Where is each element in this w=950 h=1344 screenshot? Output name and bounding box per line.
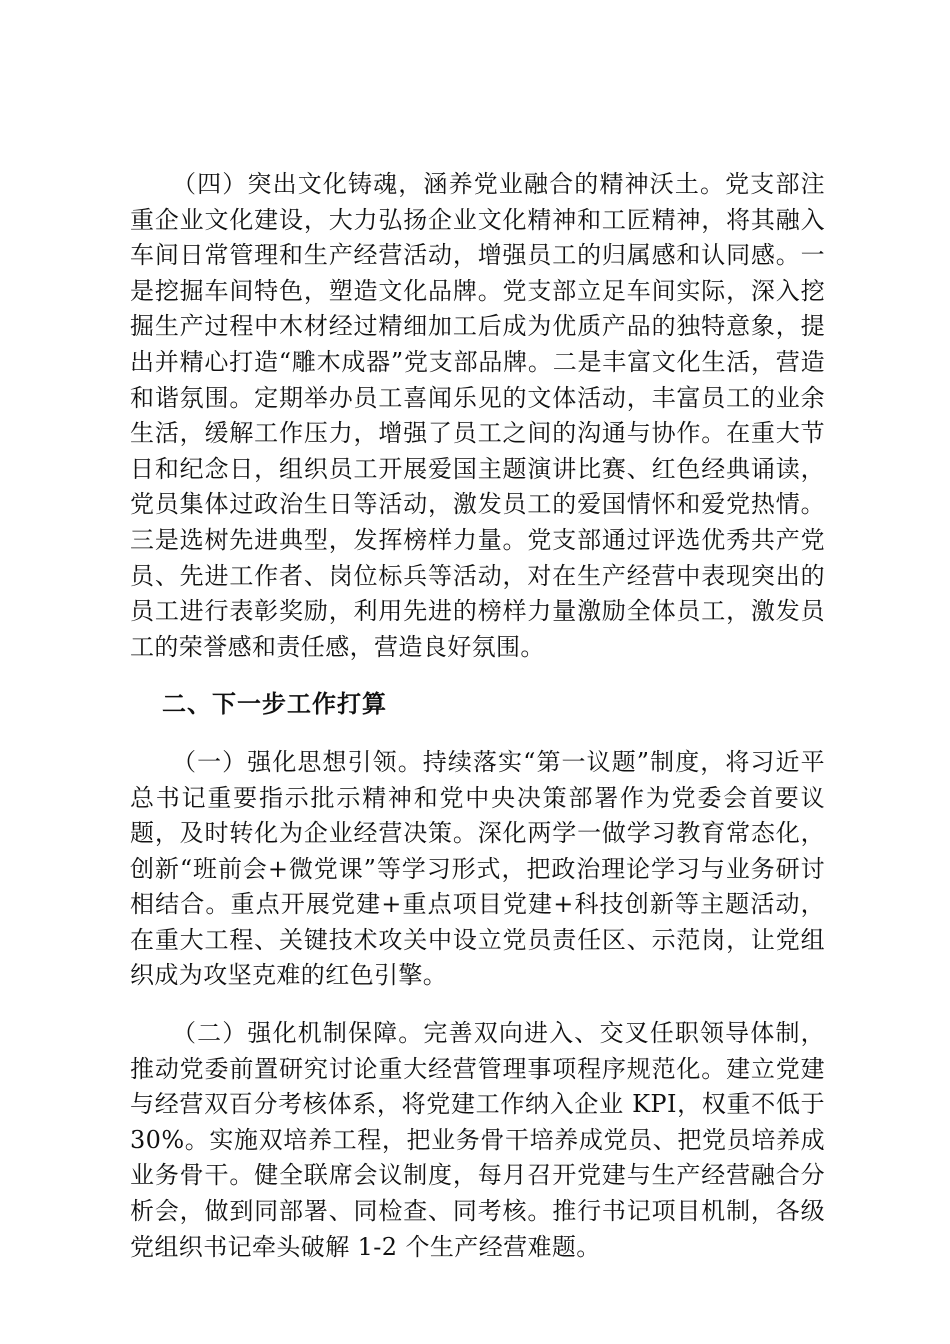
section-heading-next-steps: 二、下一步工作打算 bbox=[162, 690, 387, 719]
paragraph-culture: （四）突出文化铸魂，涵养党业融合的精神沃土。党支部注重企业文化建设，大力弘扬企业文化精神和工匠精神，将其融入车间日常管理和生产经营活动，增强员工的归属感和认同感。一是挖掘车间特色，塑造文化品牌。党支部立足车间实际，深入挖掘生产过程中木材经过精细加工后成为优质产品的独特意象，提出并精心打造“雕木成器”党支部品牌。二是丰富文化生活，营造和谐氛围。定期举办员工喜闻乐见的文体活动，丰富员工的业余生活，缓解工作压力，增强了员工之间的沟通与协作。在重大节日和纪念日，组织员工开展爱国主题演讲比赛、红色经典诵读，党员集体过政治生日等活动，激发员工的爱国情怀和爱党热情。三是选树先进典型，发挥榜样力量。党支部通过评选优秀共产党员、先进工作者、岗位标兵等活动，对在生产经营中表现突出的员工进行表彰奖励，利用先进的榜样力量激励全体员工，激发员工的荣誉感和责任感，营造良好氛围。 bbox=[130, 170, 825, 661]
document-page bbox=[130, 167, 825, 1265]
paragraph-thought-guidance: （一）强化思想引领。持续落实“第一议题”制度，将习近平总书记重要指示批示精神和党中央决策部署作为党委会首要议题，及时转化为企业经营决策。深化两学一做学习教育常态化，创新“班前会+微党课”等学习形式，把政治理论学习与业务研讨相结合。重点开展党建+重点项目党建+科技创新等主题活动，在重大工程、关键技术攻关中设立党员责任区、示范岗，让党组织成为攻坚克难的红色引擎。 bbox=[130, 747, 825, 990]
paragraph-mechanism: （二）强化机制保障。完善双向进入、交叉任职领导体制，推动党委前置研究讨论重大经营管理事项程序规范化。建立党建与经营双百分考核体系，将党建工作纳入企业 KPI，权重不低于 30%。实施双培养工程，把业务骨干培养成党员、把党员培养成业务骨干。健全联席会议制度，每月召开党建与生产经营融合分析会，做到同部署、同检查、同考核。推行书记项目机制，各级党组织书记牵头破解 1-2 个生产经营难题。 bbox=[130, 1019, 825, 1261]
